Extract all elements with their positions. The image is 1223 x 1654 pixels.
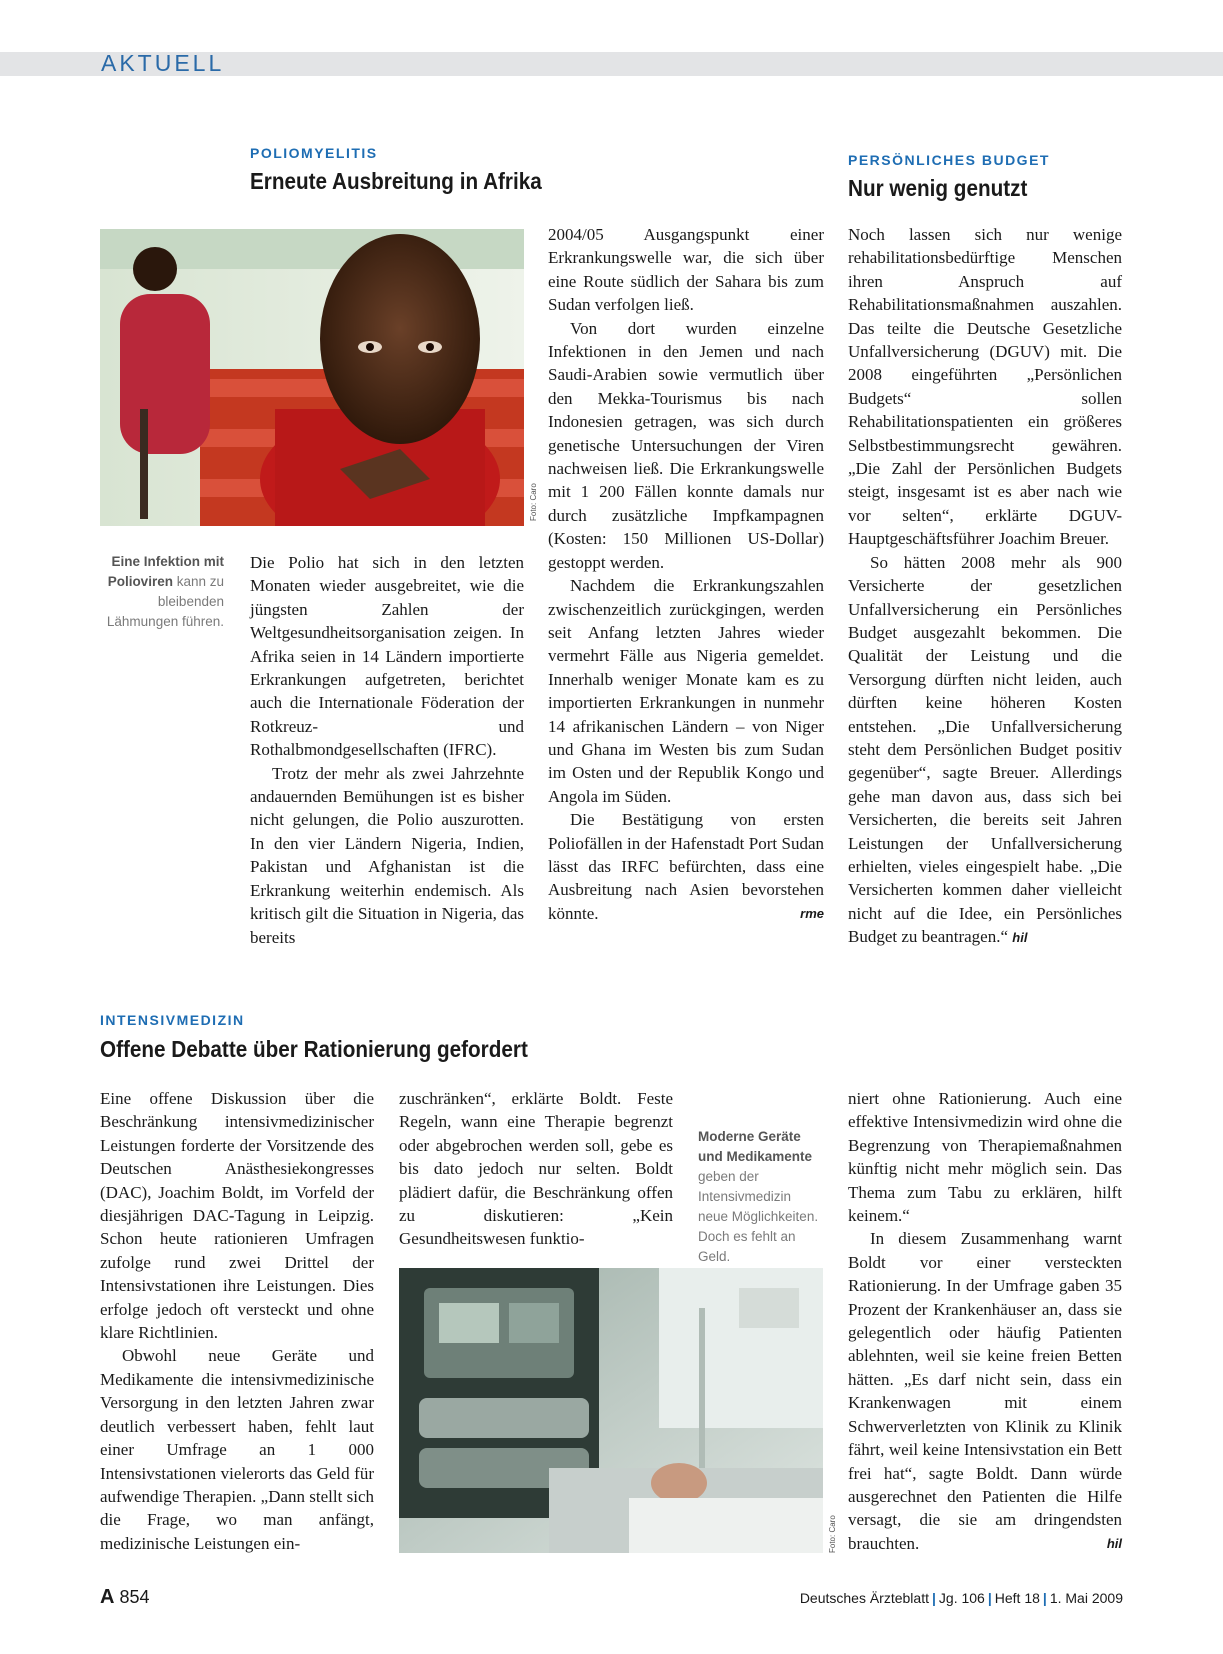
paragraph: Nachdem die Erkrankungszahlen zwischenzeitlich zurückgingen, werden seit Anfang letzten Jahres wieder vermehrt Fälle aus Nigeria gemeldet. Innerhalb weniger Monate kam es zu importierten Erkrankungen in nunmehr 14 afrikanischen Ländern – von Niger und Ghana im Westen bis zum Sudan im Osten und der Republik Kongo und Angola im Süden.	[548, 576, 824, 806]
separator: |	[1042, 1590, 1047, 1606]
separator: |	[987, 1590, 992, 1606]
intensiv-column-2	[399, 1087, 673, 1251]
polio-caption	[100, 552, 224, 632]
journal-info	[800, 1590, 1123, 1606]
paragraph-text: In diesem Zusammenhang warnt Boldt vor einer versteckten Rationierung. In der Umfrage gaben 35 Prozent der Krankenhäuser an, dass sie gelegentlich oder häufig Patienten ablehnten, weil sie keine freien Betten hätten. „Es darf nicht sein, dass ein Krankenwagen mit einem Schwerverletzten von Klinik zu Klinik fährt, weil keine Intensivstation ein Bett frei hat“, sagte Boldt. Dann würde ausgerechnet den Patienten die Hilfe versagt, die sie am dringendsten brauchten.	[848, 1229, 1122, 1553]
paragraph	[848, 551, 1122, 950]
section-label: AKTUELL	[101, 50, 225, 76]
polio-caption-text: kann zu bleibenden Lähmungen führen.	[106, 574, 224, 629]
budget-column	[848, 223, 1122, 950]
paragraph	[848, 1227, 1122, 1555]
polio-kicker: POLIOMYELITIS	[250, 145, 378, 161]
intensiv-column-1	[100, 1087, 374, 1555]
intensiv-caption-bold: Moderne Geräte und Medikamente	[698, 1129, 813, 1164]
page-number-value: 854	[119, 1587, 150, 1607]
journal-name: Deutsches Ärzteblatt	[799, 1590, 929, 1606]
paragraph-text: Die Bestätigung von ersten Poliofällen in der Hafenstadt Port Sudan lässt das IRFC befürchten, dass eine Ausbreitung nach Asien bevorstehen könnte.	[548, 810, 824, 923]
paragraph: Von dort wurden einzelne Infektionen in den Jemen und nach Saudi-Arabien sowie vermutlich über den Mekka-Tourismus bis nach Indonesien getragen, was sich durch genetische Untersuchungen der Viren nachweisen ließ. Die Erkrankungswelle mit 1 200 Fällen konnte damals nur durch zusätzliche Impfkampagnen (Kosten: 150 Millionen US-Dollar) gestoppt werden.	[548, 318, 824, 572]
paragraph: Die Polio hat sich in den letzten Monaten wieder ausgebreitet, wie die jüngsten Zahlen der Weltgesundheitsorganisation zeigen. In Afrika seien in 14 Ländern importierte Erkrankungen aufgetreten, berichtet auch die Internationale Föderation der Rotkreuz- und Rothalbmondgesellschaften (IFRC).	[250, 553, 524, 760]
journal-volume: Jg. 106	[938, 1590, 985, 1606]
intensiv-caption-text: geben der Intensivmedizin neue Möglichkeiten. Doch es fehlt an Geld.	[698, 1169, 819, 1264]
polio-column-2	[548, 223, 824, 925]
paragraph	[548, 808, 824, 925]
paragraph: 2004/05 Ausgangspunkt einer Erkrankungswelle war, die sich über eine Route südlich der Sahara bis zum Sudan verfolgen ließ.	[548, 225, 824, 315]
journal-date: 1. Mai 2009	[1049, 1590, 1123, 1606]
page-number	[100, 1586, 150, 1609]
author-signature: hil	[1012, 930, 1028, 946]
polio-photo-credit: Foto: Caro	[529, 483, 538, 521]
author-signature: hil	[1106, 1535, 1122, 1551]
intensiv-caption	[698, 1127, 823, 1267]
separator: |	[931, 1590, 936, 1606]
budget-headline: Nur wenig genutzt	[848, 175, 1028, 201]
author-signature: rme	[800, 905, 824, 921]
polio-photo	[100, 229, 524, 526]
paragraph: Noch lassen sich nur wenige rehabilitationsbedürftige Menschen ihren Anspruch auf Rehabilitationsmaßnahmen auszahlen. Das teilte die Deutsche Gesetzliche Unfallversicherung (DGUV) mit. Die 2008 eingeführten „Persönlichen Budgets“ sollen Rehabilitationspatienten ein größeres Selbstbestimmungsrecht gewähren. „Die Zahl der Persönlichen Budgets steigt, insgesamt ist es aber nach wie vor selten“, erklärte DGUV-Hauptgeschäftsführer Joachim Breuer.	[848, 225, 1122, 549]
paragraph-text: So hätten 2008 mehr als 900 Versicherte der gesetzlichen Unfallversicherung ein Persönliches Budget ausgezahlt bekommen. Die Qualität der Leistung und die Versorgung dürften nicht leiden, auch dürften keine höheren Kosten entstehen. „Die Unfallversicherung steht dem Persönlichen Budget positiv gegenüber“, sagte Breuer. Allerdings gehe man davon aus, dass sich bei Versicherten, die bereits seit Jahren Leistungen der Unfallversicherung erhielten, vieles eingespielt habe. „Die Versicherten kommen daher vielleicht nicht auf die Idee, ein Persönliches Budget zu beantragen.“	[848, 552, 1122, 947]
intensiv-column-3	[848, 1087, 1122, 1555]
journal-issue: Heft 18	[994, 1590, 1040, 1606]
paragraph: Eine offene Diskussion über die Beschränkung intensivmedizinischer Leistungen forderte der Vorsitzende des Deutschen Anästhesiekongresses (DAC), Joachim Boldt, im Vorfeld der diesjährigen DAC-Tagung in Leipzig. Schon heute rationieren Umfragen zufolge rund zwei Drittel der Intensivstationen ihre Leistungen. Dies erfolge jedoch oft versteckt und ohne klare Richtlinien.	[100, 1089, 374, 1343]
polio-caption-bold: Eine Infektion mit Polioviren	[107, 554, 224, 589]
paragraph: niert ohne Rationierung. Auch eine effektive Intensivmedizin wird ohne die Begrenzung von Therapiemaßnahmen künftig nicht mehr möglich sein. Das Thema zum Tabu zu erklären, hilft keinem.“	[848, 1089, 1122, 1226]
intensiv-headline: Offene Debatte über Rationierung gefordert	[100, 1036, 528, 1062]
page-prefix: A	[100, 1586, 115, 1608]
intensiv-kicker: INTENSIVMEDIZIN	[100, 1012, 245, 1028]
budget-kicker: PERSÖNLICHES BUDGET	[848, 152, 1050, 168]
paragraph: Trotz der mehr als zwei Jahrzehnte andauernden Bemühungen ist es bisher nicht gelungen, die Polio auszurotten. In den vier Ländern Nigeria, Indien, Pakistan und Afghanistan ist die Erkrankung weiterhin endemisch. Als kritisch gilt die Situation in Nigeria, das bereits	[250, 763, 524, 947]
intensiv-photo	[399, 1268, 823, 1553]
polio-headline: Erneute Ausbreitung in Afrika	[250, 168, 542, 194]
paragraph: Obwohl neue Geräte und Medikamente die intensivmedizinische Versorgung in den letzten Jahren zwar deutlich verbessert haben, fehlt laut einer Umfrage an 1 000 Intensivstationen vielerorts das Geld für aufwendige Therapien. „Dann stellt sich die Frage, wo man anfängt, medizinische Leistungen ein-	[100, 1346, 374, 1553]
paragraph: zuschränken“, erklärte Boldt. Feste Regeln, wann eine Therapie begrenzt oder abgebrochen werden soll, gebe es bis dato jedoch nur selten. Boldt plädiert dafür, die Beschränkung offen zu diskutieren: „Kein Gesundheitswesen funktio-	[399, 1089, 673, 1249]
intensiv-photo-credit: Foto: Caro	[828, 1515, 837, 1553]
polio-column-1	[250, 551, 524, 949]
